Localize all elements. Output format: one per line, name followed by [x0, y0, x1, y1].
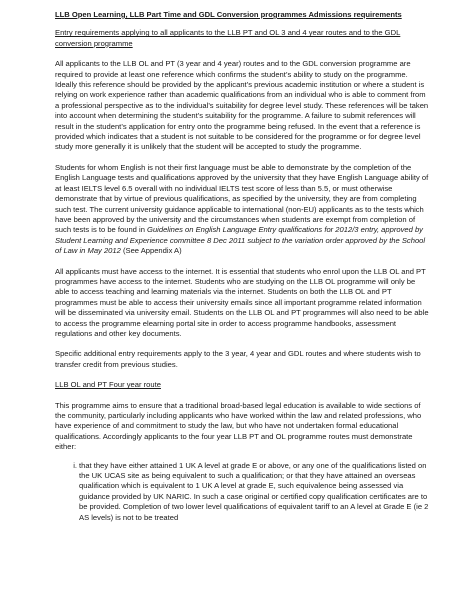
section-heading-four-year-route: LLB OL and PT Four year route — [55, 380, 161, 390]
paragraph-english-language-text: Students for whom English is not their first language must be able to demonstrate by the completion of the English Language tests and qualifications approved by the university that they have English Language ability of at least IELTS level 6.5 overall with no individual IELTS test score of less than 5.5, or must otherwise demonstrate that by virtue of previous qualifications, as specified by the university, they are from completing such test. The current university guidance applicable to international (non-EU) applicants as to the tests which have been approved by the university and the circumstances when students are exempt from completion of such tests is to be found in — [55, 162, 429, 235]
paragraph-english-language — [55, 163, 430, 257]
paragraph-internet-access: All applicants must have access to the internet. It is essential that students who enrol upon the LLB OL and PT programmes have access to the internet. Students who are studying on the LLB OL programme will only be able to access teaching and learning materials via the internet. Students on both the LLB OL and PT programmes must be able to access their university emails since all important programme related information will be disseminated via university email. Students on the LLB OL and PT programmes will also need to be able to access the programme elearning portal site in order to access programme handbooks, assessment regulations and other key documents. — [55, 266, 429, 338]
paragraph-additional-requirements: Specific additional entry requirements apply to the 3 year, 4 year and GDL routes and where students wish to transfer credit from previous studies. — [55, 349, 421, 369]
list-item — [55, 461, 430, 523]
paragraph-references: All applicants to the LLB OL and PT (3 year and 4 year) routes and to the GDL conversion programme are required to provide at least one reference which confirms the student’s ability to study on the programme. Ideally this reference should be provided by the applicant’s previous academic institution or where a student is relying on work experience rather than academic qualifications from an individual who is able to comment from a professional perspective as to the individual’s suitability for degree level study. These references will be taken into account when determining the student’s suitability for the programme. A failure to submit references will result in the student’s application for entry onto the programme being refused. In the event that a reference is provided which indicates that a student is not suitable to be considered for the programme or for degree level study more generally it is unlikely that the student will be accepted to study the programme. — [55, 59, 429, 152]
section-heading-entry-requirements: Entry requirements applying to all applicants to the LLB PT and OL 3 and 4 year routes and to the GDL conversion programme — [55, 28, 401, 48]
appendix-reference: (See Appendix A) — [120, 246, 182, 256]
document-title: LLB Open Learning, LLB Part Time and GDL Conversion programmes Admissions requirements — [55, 10, 402, 19]
list-item-text: that they have either attained 1 UK A level at grade E or above, or any one of the qualifications listed on the UK UCAS site as being equivalent to such a qualification; or that they have attained an overseas qualification which is equivalent to 1 UK A level at grade E, such equivalence being assessed via guidance provided by UK NARIC. In such a case original or certified copy qualification certificates are to be provided. Completion of two lower level qualifications of equivalent tariff to an A level at Grade E (ie 2 AS levels) is not to be treated — [79, 460, 429, 522]
list-item-marker: i. — [73, 460, 77, 470]
document-page — [55, 10, 430, 523]
paragraph-four-year-route: This programme aims to ensure that a traditional broad-based legal education is available to wide sections of the community, particularly including applicants who have worked within the law and related professions, who have experience of and commitment to study the law, but who have not undertaken formal educational qualifications. Accordingly applicants to the four year LLB PT and OL programme routes must demonstrate either: — [55, 400, 422, 452]
guidelines-citation: Guidelines on English Language Entry qualifications for 2012/3 entry, approved by Student Learning and Experience committee 8 Dec 2011 subject to the variation order approved by the School of Law in May 2012 — [55, 225, 426, 256]
